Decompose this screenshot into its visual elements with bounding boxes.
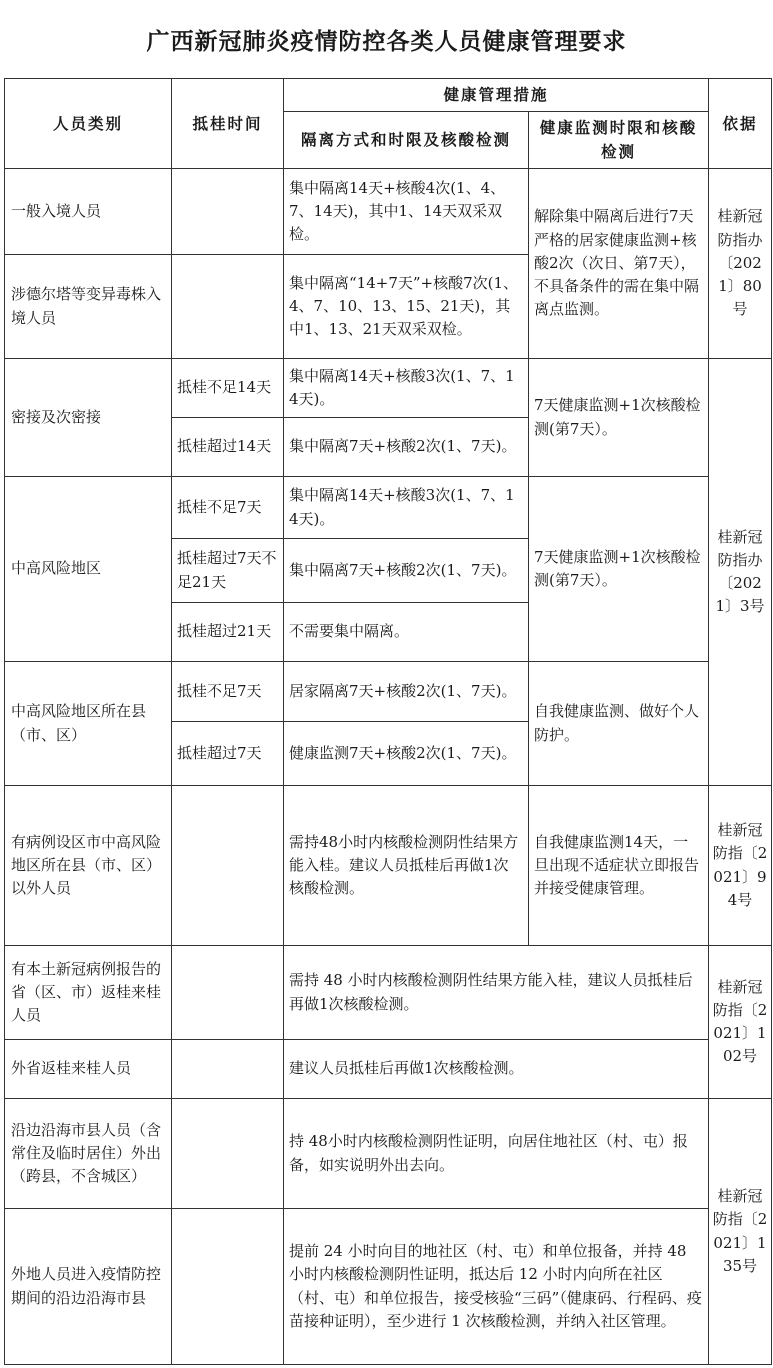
row-category: 涉德尔塔等变异毒株入境人员 — [5, 255, 172, 359]
page-title: 广西新冠肺炎疫情防控各类人员健康管理要求 — [146, 28, 627, 55]
row-isolation: 需持48小时内核酸检测阴性结果方能入桂。建议人员抵桂后再做1次核酸检测。 — [284, 786, 529, 946]
row-arrival-time: 抵桂不足7天 — [172, 477, 284, 539]
row-isolation: 健康监测7天+核酸2次(1、7天)。 — [284, 722, 529, 786]
row-category: 有病例设区市中高风险地区所在县（市、区）以外人员 — [5, 786, 172, 946]
row-isolation: 集中隔离7天+核酸2次(1、7天)。 — [284, 539, 529, 603]
row-isolation: 不需要集中隔离。 — [284, 603, 529, 662]
row-measure: 需持 48 小时内核酸检测阴性结果方能入桂，建议人员抵桂后再做1次核酸检测。 — [284, 946, 709, 1040]
header-isolation: 隔离方式和时限及核酸检测 — [284, 112, 529, 169]
header-basis: 依据 — [709, 79, 772, 169]
row-arrival-time: 抵桂超过21天 — [172, 603, 284, 662]
header-monitoring: 健康监测时限和核酸检测 — [529, 112, 709, 169]
row-monitoring: 自我健康监测、做好个人防护。 — [529, 662, 709, 786]
row-basis: 桂新冠防指办〔2021〕3号 — [709, 359, 772, 786]
row-monitoring: 7天健康监测+1次核酸检测(第7天）。 — [529, 359, 709, 477]
header-category: 人员类别 — [5, 79, 172, 169]
row-basis: 桂新冠防指办〔2021〕80号 — [709, 169, 772, 359]
row-arrival-time: 抵桂超过14天 — [172, 418, 284, 477]
row-isolation: 集中隔离“14+7天”+核酸7次(1、4、7、10、13、15、21天)，其中1、13、21天双采双检。 — [284, 255, 529, 359]
row-basis: 桂新冠防指〔2021〕94号 — [709, 786, 772, 946]
row-category: 外省返桂来桂人员 — [5, 1040, 172, 1099]
row-isolation: 集中隔离14天+核酸3次(1、7、14天)。 — [284, 477, 529, 539]
row-arrival-time — [172, 255, 284, 359]
row-category: 外地人员进入疫情防控期间的沿边沿海市县 — [5, 1209, 172, 1365]
row-arrival-time: 抵桂超过7天 — [172, 722, 284, 786]
row-measure: 持 48小时内核酸检测阴性证明，向居住地社区（村、屯）报备，如实说明外出去向。 — [284, 1099, 709, 1209]
row-arrival-time — [172, 1099, 284, 1209]
header-measures: 健康管理措施 — [284, 79, 709, 112]
row-arrival-time — [172, 1209, 284, 1365]
row-arrival-time — [172, 786, 284, 946]
row-arrival-time — [172, 1040, 284, 1099]
row-category: 中高风险地区所在县（市、区） — [5, 662, 172, 786]
row-category: 中高风险地区 — [5, 477, 172, 662]
row-basis: 桂新冠防指〔2021〕102号 — [709, 946, 772, 1099]
row-arrival-time: 抵桂超过7天不足21天 — [172, 539, 284, 603]
row-isolation: 集中隔离14天+核酸4次(1、4、7、14天)，其中1、14天双采双检。 — [284, 169, 529, 255]
row-category: 密接及次密接 — [5, 359, 172, 477]
row-arrival-time — [172, 946, 284, 1040]
row-arrival-time: 抵桂不足14天 — [172, 359, 284, 418]
header-arrival-time: 抵桂时间 — [172, 79, 284, 169]
row-category: 有本土新冠病例报告的省（区、市）返桂来桂人员 — [5, 946, 172, 1040]
row-basis: 桂新冠防指〔2021〕135号 — [709, 1099, 772, 1365]
row-isolation: 集中隔离14天+核酸3次(1、7、14天)。 — [284, 359, 529, 418]
row-measure: 提前 24 小时向目的地社区（村、屯）和单位报备，并持 48 小时内核酸检测阴性证明，抵达后 12 小时内向所在社区（村、屯）和单位报告，接受核验“三码”（健康码、行程码、疫苗接种证明），至少进行 1 次核酸检测，并纳入社区管理。 — [284, 1209, 709, 1365]
row-measure: 建议人员抵桂后再做1次核酸检测。 — [284, 1040, 709, 1099]
row-category: 沿边沿海市县人员（含常住及临时居住）外出（跨县，不含城区） — [5, 1099, 172, 1209]
row-arrival-time — [172, 169, 284, 255]
health-management-table — [4, 78, 772, 1365]
row-arrival-time: 抵桂不足7天 — [172, 662, 284, 722]
row-category: 一般入境人员 — [5, 169, 172, 255]
row-monitoring: 7天健康监测+1次核酸检测(第7天）。 — [529, 477, 709, 662]
row-isolation: 居家隔离7天+核酸2次(1、7天)。 — [284, 662, 529, 722]
row-monitoring: 自我健康监测14天，一旦出现不适症状立即报告并接受健康管理。 — [529, 786, 709, 946]
row-isolation: 集中隔离7天+核酸2次(1、7天)。 — [284, 418, 529, 477]
row-monitoring: 解除集中隔离后进行7天严格的居家健康监测+核酸2次（次日、第7天），不具备条件的需在集中隔离点监测。 — [529, 169, 709, 359]
